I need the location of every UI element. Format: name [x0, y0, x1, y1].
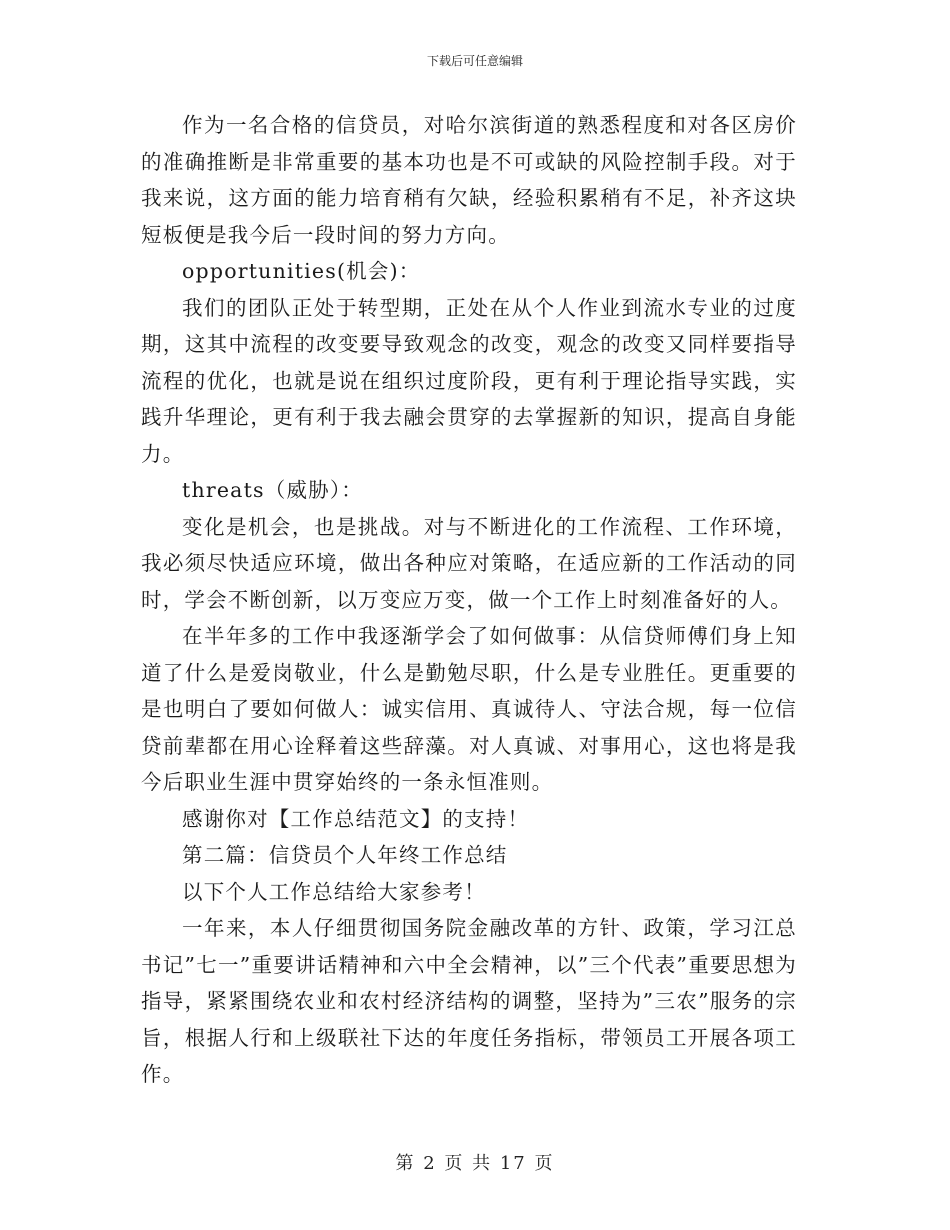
page-number: 第 2 页 共 17 页	[395, 1153, 555, 1174]
paragraph-reference-note: 以下个人工作总结给大家参考！	[182, 879, 486, 904]
paragraph-weakness-detail: 作为一名合格的信贷员，对哈尔滨街道的熟悉程度和对各区房价的准确推断是非常重要的基本功也是不可或缺的风险控制手段。对于我来说，这方面的能力培育稍有欠缺，经验积累稍有不足，补齐这块短板便是我今后一段时间的努力方向。	[141, 113, 797, 247]
paragraph-thanks: 感谢你对【工作总结范文】的支持！	[182, 806, 530, 831]
document-body	[141, 107, 797, 1093]
heading-opportunities: opportunities(机会)：	[182, 259, 421, 283]
section-title-second: 第二篇：信贷员个人年终工作总结	[182, 843, 508, 867]
heading-threats: threats（威胁）：	[182, 478, 364, 502]
paragraph-threats: 变化是机会，也是挑战。对与不断进化的工作流程、工作环境，我必须尽快适应环境，做出各种应对策略，在适应新的工作活动的同时，学会不断创新，以万变应万变，做一个工作上时刻准备好的人。	[141, 514, 797, 612]
paragraph-reflection: 在半年多的工作中我逐渐学会了如何做事：从信贷师傅们身上知道了什么是爱岗敬业，什么是勤勉尽职，什么是专业胜任。更重要的是也明白了要如何做人：诚实信用、真诚待人、守法合规，每一位信贷前辈都在用心诠释着这些辞藻。对人真诚、对事用心，这也将是我今后职业生涯中贯穿始终的一条永恒准则。	[141, 624, 797, 794]
header-note: 下载后可任意编辑	[426, 54, 523, 68]
paragraph-opportunities: 我们的团队正处于转型期，正处在从个人作业到流水专业的过度期，这其中流程的改变要导致观念的改变，观念的改变又同样要指导流程的优化，也就是说在组织过度阶段，更有利于理论指导实践，实践升华理论，更有利于我去融会贯穿的去掌握新的知识，提高自身能力。	[141, 295, 797, 466]
paragraph-annual-summary: 一年来，本人仔细贯彻国务院金融改革的方针、政策，学习江总书记”七一”重要讲话精神和六中全会精神，以”三个代表”重要思想为指导，紧紧围绕农业和农村经济结构的调整，坚持为”三农”服务的宗旨，根据人行和上级联社下达的年度任务指标，带领员工开展各项工作。	[141, 916, 797, 1086]
